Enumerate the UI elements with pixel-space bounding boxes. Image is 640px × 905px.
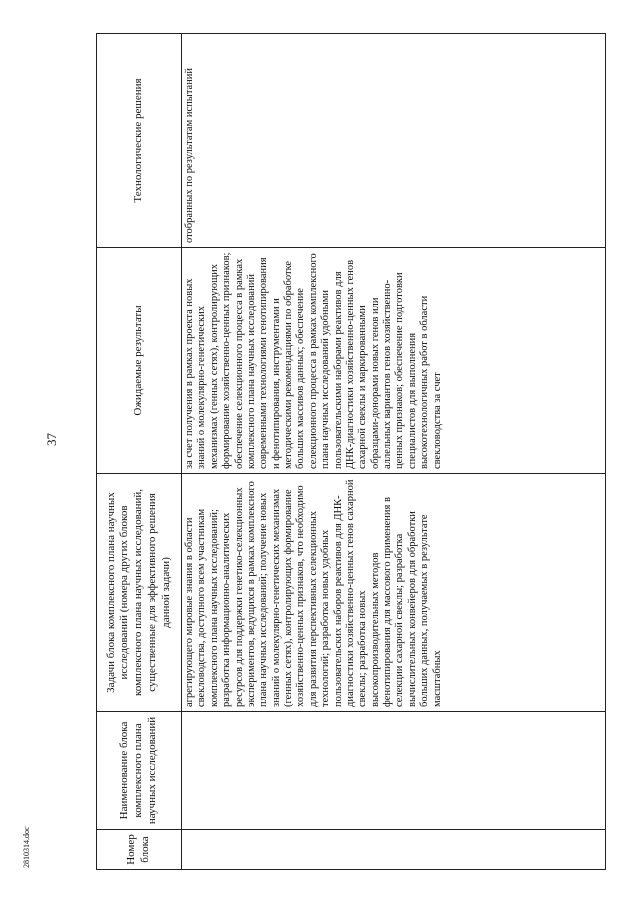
cell-tech-solutions: отобранных по результатам испытаний: [182, 34, 606, 248]
cell-block-name: [182, 712, 606, 830]
table-header-row: [97, 34, 182, 870]
header-block-tasks: Задачи блока комплексного плана научных исследований (номера других блоков комплексного плана научных исследований, существенные для эффективного решения данной задачи): [97, 474, 182, 712]
document-code: 2810314.doc: [22, 826, 31, 868]
research-plan-table: [96, 33, 606, 870]
cell-block-tasks: агрегирующего мировые знания в области свекловодства, доступного всем участникам комплексного плана научных исследований; разработка информационно-аналитических ресурсов для поддержки генетико-селекционных экспериментов, ведущихся в рамках комплексного плана научных исследований; получение новых знаний о молекулярно-генетических механизмах (генных сетях), контролирующих формирование хозяйственно-ценных признаков, что необходимо для развития перспективных селекционных технологий; разработка новых удобных пользовательских наборов реактивов для ДНК-диагностики хозяйственно-ценных генов сахарной свеклы; разработка новых высокопроизводительных методов фенотипирования для массового применения в селекции сахарной свеклы; разработка вычислительных конвейеров для обработки больших данных, получаемых в результате масштабных: [182, 474, 606, 712]
header-block-name: Наименование блока комплексного плана научных исследований: [97, 712, 182, 830]
rotated-table-sheet: [96, 34, 606, 870]
header-block-number: Номер блока: [97, 830, 182, 870]
header-tech-solutions: Технологические решения: [97, 34, 182, 248]
cell-block-number: [182, 830, 606, 870]
cell-expected-results: за счет получения в рамках проекта новых знаний о молекулярно-генетических механизмах (генных сетях), контролирующих формирование хозяйственно-ценных признаков; обеспечение селекционного процесса в рамках комплексного плана научных исследований современными технологиями генотипирования и фенотипирования, инструментами и методическими рекомендациями по обработке больших массивов данных; обеспечение селекционного процесса в рамках комплексного плана научных исследований удобными пользовательскими наборами реактивов для ДНК-диагностики хозяйственно-ценных генов сахарной свеклы и маркированными образцами-донорами новых генов или аллельных вариантов генов хозяйственно-ценных признаков; обеспечение подготовки специалистов для выполнения высокотехнологичных работ в области свекловодства за счет: [182, 248, 606, 474]
table-row: [182, 34, 606, 870]
header-expected-results: Ожидаемые результаты: [97, 248, 182, 474]
page-number: 37: [44, 433, 59, 446]
